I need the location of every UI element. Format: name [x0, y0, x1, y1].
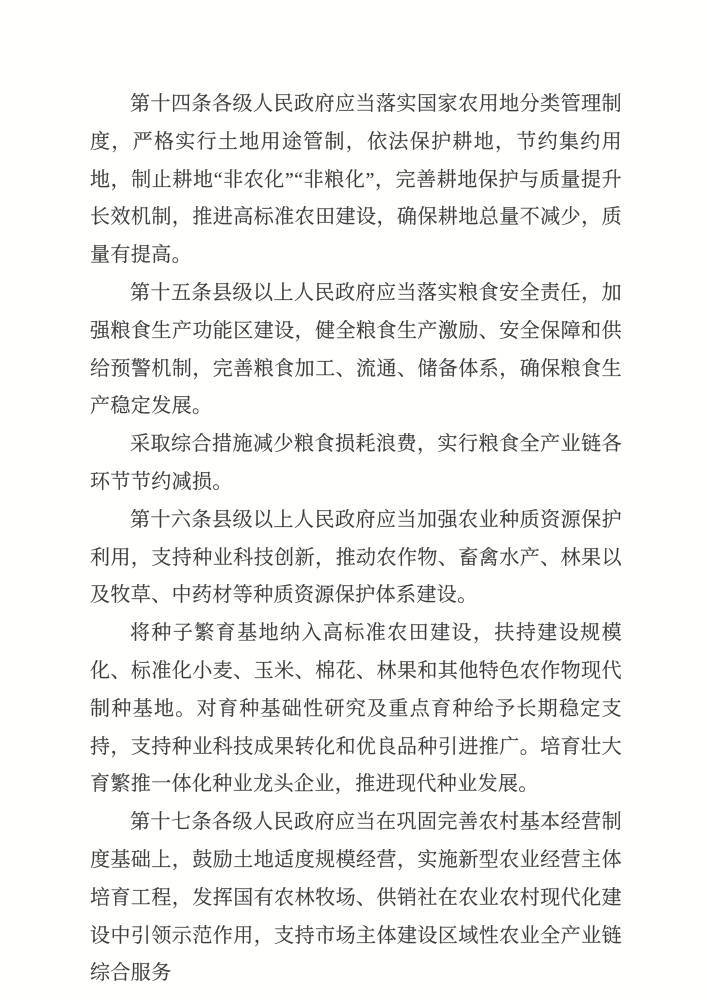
paragraph-article-16: 第十六条县级以上人民政府应当加强农业种质资源保护利用，支持种业科技创新，推动农作物、畜禽水产、林果以及牧草、中药材等种质资源保护体系建设。 [90, 508, 622, 607]
paragraph-article-15: 第十五条县级以上人民政府应当落实粮食安全责任，加强粮食生产功能区建设，健全粮食生产激励、安全保障和供给预警机制，完善粮食加工、流通、储备体系，确保粮食生产稳定发展。 [90, 281, 622, 418]
paragraph-article-16-clause-2: 将种子繁育基地纳入高标准农田建设，扶持建设规模化、标准化小麦、玉米、棉花、林果和其他特色农作物现代制种基地。对育种基础性研究及重点育种给予长期稳定支持，支持种业科技成果转化和优良品种引进推广。培育壮大育繁推一体化种业龙头企业，推进现代种业发展。 [90, 622, 622, 796]
document-body [90, 86, 622, 993]
paragraph-article-15-clause-2: 采取综合措施减少粮食损耗浪费，实行粮食全产业链各环节节约减损。 [90, 433, 622, 493]
paragraph-article-17: 第十七条各级人民政府应当在巩固完善农村基本经营制度基础上，鼓励土地适度规模经营，实施新型农业经营主体培育工程，发挥国有农林牧场、供销社在农业农村现代化建设中引领示范作用，支持市场主体建设区域性农业全产业链综合服务 [90, 811, 622, 985]
paragraph-article-14: 第十四条各级人民政府应当落实国家农用地分类管理制度，严格实行土地用途管制，依法保护耕地，节约集约用地，制止耕地“非农化”“非粮化”，完善耕地保护与质量提升长效机制，推进高标准农田建设，确保耕地总量不减少，质量有提高。 [90, 93, 622, 267]
